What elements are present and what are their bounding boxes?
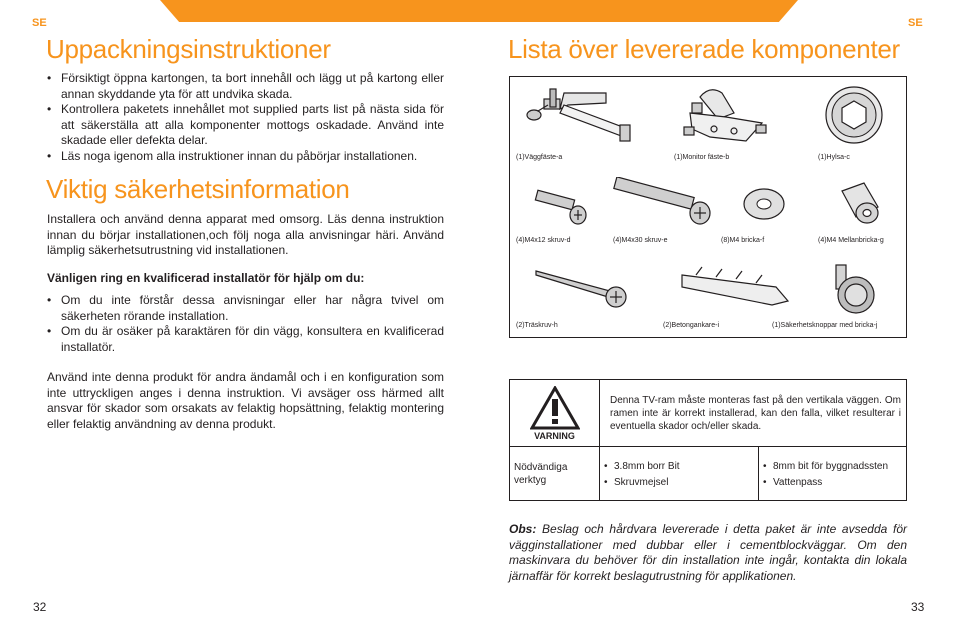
safety-intro: Installera och använd denna apparat med omsorg. Läs denna instruktion innan du börjar installationen,och följ noga alla anvisningar häri. Använd lämplig säkerhetsutrustning vid installationen. [47, 212, 444, 257]
note-label: Obs: [509, 522, 537, 536]
list-item: • Kontrollera paketets innehållet mot supplied parts list på nästa sida för att säkerställa att alla komponenter mottogs oskadade. Använd inte skadade eller defekta delar. [47, 102, 444, 149]
part-label: (8)M4 bricka-f [721, 237, 765, 244]
language-code-left: SE [32, 17, 47, 29]
part-label: (2)Träskruv-h [516, 322, 558, 329]
part-label: (2)Betongankare-i [663, 322, 720, 329]
part-label: (1)Monitor fäste-b [674, 154, 730, 161]
wood-screw-icon [532, 261, 632, 311]
unpacking-section [47, 71, 444, 164]
part-label: (1)Säkerhetsknoppar med bricka-j [772, 322, 878, 329]
warning-cell [510, 380, 600, 447]
sleeve-icon [822, 83, 886, 145]
part-label: (1)Hylsa-c [818, 154, 850, 161]
list-item: • Vattenpass [763, 475, 902, 491]
part-label: (4)M4x12 skruv-d [516, 237, 571, 244]
note-text: Beslag och hårdvara levererade i detta paket är inte avsedda för vägginstallationer med dubbar eller i cementblockväggar. Om den maskinvara du behöver för din installation inte ingår, kontakta din lokala järnaffär för korrekt beslagutrustning för applikationen. [509, 522, 907, 583]
spacer-icon [834, 177, 884, 227]
top-banner [160, 0, 798, 22]
short-screw-icon [532, 183, 592, 233]
safety-section [47, 212, 444, 432]
washer-icon [740, 185, 788, 223]
warning-triangle-icon [530, 386, 580, 430]
tools-column-2 [759, 447, 907, 501]
list-item: • Om du inte förstår dessa anvisningar eller har några tvivel om säkerheten rörande installation. [47, 293, 444, 324]
list-item: • Om du är osäker på karaktären för din vägg, konsultera en kvalificerad installatör. [47, 324, 444, 355]
monitor-bracket-icon [670, 83, 780, 147]
call-installer-heading: Vänligen ring en kvalificerad installatör för hjälp om du: [47, 270, 365, 285]
tools-column-1 [600, 447, 759, 501]
page-number-right: 33 [911, 600, 925, 614]
parts-box [509, 76, 907, 338]
unpacking-list [47, 71, 444, 164]
components-title: Lista över levererade komponenter [508, 34, 900, 64]
installer-list [47, 293, 444, 355]
long-screw-icon [610, 177, 720, 227]
note-paragraph [509, 522, 907, 584]
unpacking-title: Uppackningsinstruktioner [46, 34, 331, 64]
list-item: • Försiktigt öppna kartongen, ta bort innehåll och lägg ut på kartong eller annan skyddande yta för att undvika skada. [47, 71, 444, 102]
list-item: • 3.8mm borr Bit [604, 459, 754, 475]
list-item: • Skruvmejsel [604, 475, 754, 491]
warning-table [509, 379, 907, 501]
liability-paragraph: Använd inte denna produkt för andra ändamål och i en konfiguration som inte uttryckligen anges i denna instruktion. Vi avsäger oss härmed allt ansvar för skador som orsakats av felaktig hopsättning, felaktig montering eller felaktig användning av denna produkt. [47, 370, 444, 431]
list-item: • 8mm bit för byggnadssten [763, 459, 902, 475]
language-code-right: SE [908, 17, 923, 29]
part-label: (4)M4 Mellanbricka-g [818, 237, 884, 244]
wall-bracket-icon [520, 85, 640, 147]
part-label: (4)M4x30 skruv-e [613, 237, 668, 244]
warning-label: VARNING [534, 430, 575, 441]
part-label: (1)Väggfäste-a [516, 154, 563, 161]
safety-title: Viktig säkerhetsinformation [46, 174, 350, 204]
page-number-left: 32 [33, 600, 47, 614]
list-item: • Läs noga igenom alla instruktioner innan du påbörjar installationen. [47, 149, 444, 165]
tools-label: Nödvändiga verktyg [510, 447, 600, 501]
anchor-icon [676, 257, 800, 311]
safety-knob-icon [822, 261, 882, 317]
warning-text: Denna TV-ram måste monteras fast på den vertikala väggen. Om ramen inte är korrekt installerad, kan den falla, vilket resulterar i eventuella skador och/eller skada. [600, 380, 907, 447]
